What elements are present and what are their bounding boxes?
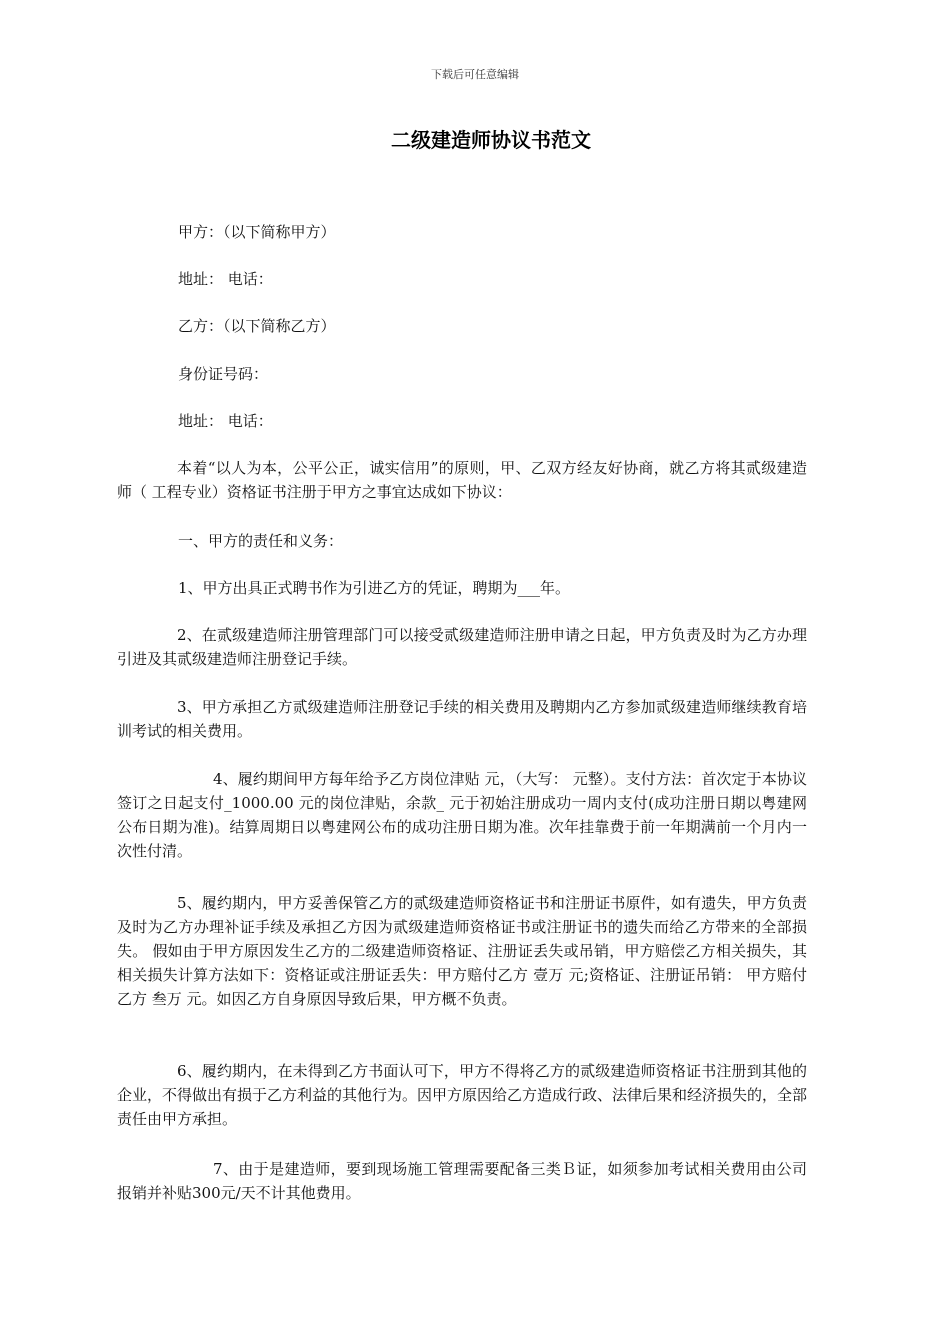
clause-5: 5、履约期内，甲方妥善保管乙方的贰级建造师资格证书和注册证书原件，如有遗失，甲方负责及时为乙方办理补证手续及承担乙方因为贰级建造师资格证书或注册证书的遗失而给乙方带来的全部损失。 假如由于甲方原因发生乙方的二级建造师资格证、注册证丢失或吊销，甲方赔偿乙方相关损失，其相关损失计算方法如下：资格证或注册证丢失：甲方赔付乙方 壹万 元;资格证、注册证吊销： 甲方赔付乙方 叁万 元。如因乙方自身原因导致后果，甲方概不负责。 [117,894,807,1008]
party-a-field: 甲方：（以下简称甲方） [178,223,336,241]
clause-7: 7、由于是建造师，要到现场施工管理需要配备三类Ｂ证，如须参加考试相关费用由公司报销并补贴300元/天不计其他费用。 [117,1160,807,1202]
party-b-field: 乙方：（以下简称乙方） [178,317,336,335]
id-number-field: 身份证号码： [178,365,269,383]
clause-1: 1、甲方出具正式聘书作为引进乙方的凭证，聘期为___年。 [178,579,571,597]
clause-3: 3、甲方承担乙方贰级建造师注册登记手续的相关费用及聘期内乙方参加贰级建造师继续教育培训考试的相关费用。 [117,698,807,740]
clause-6: 6、履约期内，在未得到乙方书面认可下，甲方不得将乙方的贰级建造师资格证书注册到其他的企业，不得做出有损于乙方利益的其他行为。因甲方原因给乙方造成行政、法律后果和经济损失的，全部责任由甲方承担。 [117,1062,808,1128]
party-b-address-field: 地址： 电话： [178,412,273,430]
header-note: 下载后可任意编辑 [431,68,519,81]
section-heading: 一、甲方的责任和义务： [178,532,344,550]
party-a-address-field: 地址： 电话： [178,270,273,288]
clause-2: 2、在贰级建造师注册管理部门可以接受贰级建造师注册申请之日起，甲方负责及时为乙方办理引进及其贰级建造师注册登记手续。 [117,626,807,668]
document-title: 二级建造师协议书范文 [391,128,591,152]
clause-4: 4、履约期间甲方每年给予乙方岗位津贴 元，（大写： 元整）。支付方法：首次定于本协议签订之日起支付_1000.00 元的岗位津贴，余款_ 元于初始注册成功一周内支付(成功注册日期以粤建网公布日期为准)。结算周期日以粤建网公布的成功注册日期为准。次年挂靠费于前一年期满前一个月内一次性付清。 [117,770,807,860]
intro-paragraph: 本着“以人为本，公平公正，诚实信用”的原则，甲、乙双方经友好协商，就乙方将其贰级建造师（ 工程专业）资格证书注册于甲方之事宜达成如下协议： [117,459,807,501]
